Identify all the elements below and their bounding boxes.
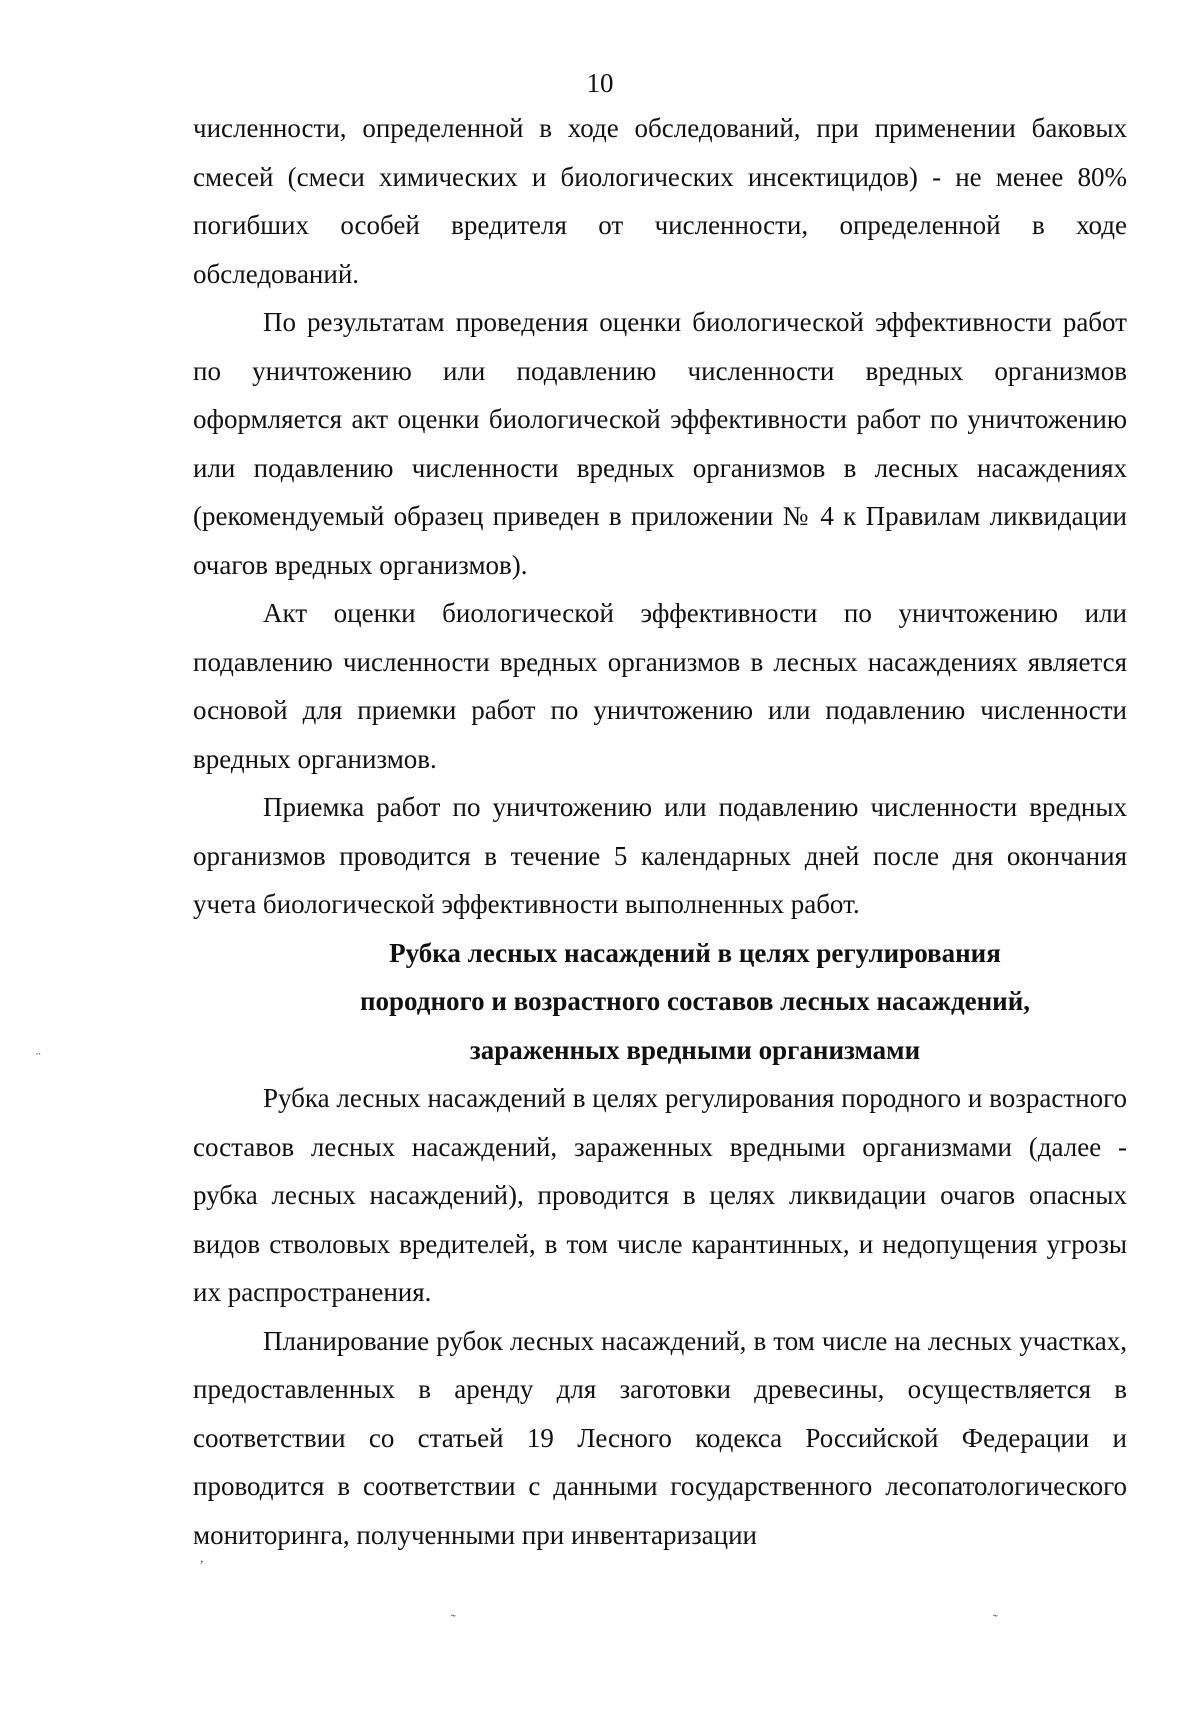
paragraph-felling-definition: Рубка лесных насаждений в целях регулирования породного и возрастного составов лесных насаждений, зараженных вредными организмами (далее - рубка лесных насаждений), проводится в целях ликвидации очагов опасных видов стволовых вредителей, в том числе карантинных, и недопущения угрозы их распространения. [193, 1083, 1127, 1307]
section-heading-line-3: зараженных вредными организмами [469, 1034, 921, 1065]
paragraph-act-basis: Акт оценки биологической эффективности по уничтожению или подавлению численности вредных организмов в лесных насаждениях является основой для приемки работ по уничтожению или подавлению численности вредных организмов. [193, 598, 1127, 774]
paragraph-acceptance: Приемка работ по уничтожению или подавлению численности вредных организмов проводится в течение 5 календарных дней после дня окончания учета биологической эффективности выполненных работ. [193, 792, 1127, 919]
section-heading [193, 929, 1127, 1075]
document-body [193, 104, 1127, 1559]
page-number: 10 [586, 68, 614, 98]
scan-speck: ˜ [993, 1613, 998, 1628]
paragraph-assessment-act: По результатам проведения оценки биологической эффективности работ по уничтожению или подавлению численности вредных организмов оформляется акт оценки биологической эффективности работ по уничтожению или подавлению численности вредных организмов в лесных насаждениях (рекомендуемый образец приведен в приложении № 4 к Правилам ликвидации очагов вредных организмов). [193, 307, 1127, 580]
scan-speck: , [200, 1551, 204, 1566]
scan-speck: ¨ [36, 1051, 41, 1066]
section-heading-line-2: породного и возрастного составов лесных насаждений, [359, 986, 1031, 1016]
paragraph-continuation: численности, определенной в ходе обследований, при применении баковых смесей (смеси химических и биологических инсектицидов) - не менее 80% погибших особей вредителя от численности, определенной в ходе обследований. [193, 113, 1127, 289]
scan-speck: ˜ [451, 1613, 456, 1628]
paragraph-felling-planning: Планирование рубок лесных насаждений, в том числе на лесных участках, предоставленных в аренду для заготовки древесины, осуществляется в соответствии со статьей 19 Лесного кодекса Российской Федерации и проводится в соответствии с данными государственного лесопатологического мониторинга, полученными при инвентаризации [193, 1325, 1127, 1550]
section-heading-line-1: Рубка лесных насаждений в целях регулирования [389, 937, 1001, 968]
